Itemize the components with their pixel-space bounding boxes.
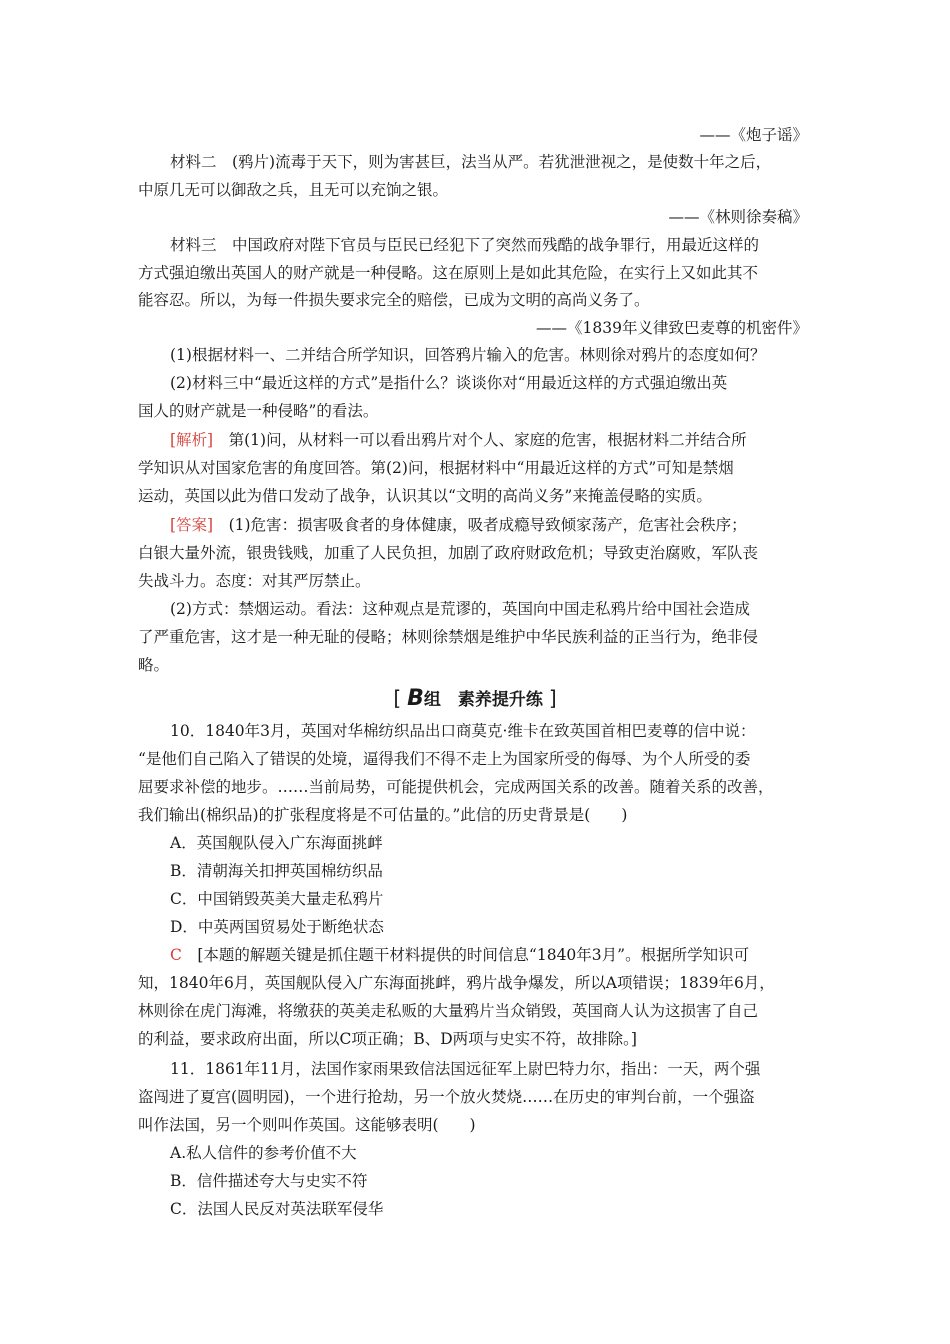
line-text: 学知识从对国家危害的角度回答。第(2)问，根据材料中“用最近这样的方式”可知是禁烟 xyxy=(138,459,734,477)
label-tag: [答案] xyxy=(170,516,214,534)
line-text: 白银大量外流，银贵钱贱，加重了人民负担，加剧了政府财政危机；导致吏治腐败，军队丧 xyxy=(138,544,759,562)
line-text: 我们输出(棉织品)的扩张程度将是不可估量的。”此信的历史背景是( ) xyxy=(138,806,628,824)
text-line xyxy=(170,917,860,937)
line-text: B．信件描述夸大与史实不符 xyxy=(170,1172,368,1190)
line-text: 知，1840年6月，英国舰队侵入广东海面挑衅，鸦片战争爆发，所以A项错误；1839年6月， xyxy=(138,974,775,992)
text-line xyxy=(170,721,860,741)
text-line xyxy=(138,749,828,769)
line-text: 运动，英国以此为借口发动了战争，认识其以“文明的高尚义务”来掩盖侵略的实质。 xyxy=(138,487,712,505)
line-text: (2)方式：禁烟运动。看法：这种观点是荒谬的，英国向中国走私鸦片给中国社会造成 xyxy=(170,600,750,618)
line-text: ——《炮子谣》 xyxy=(699,126,808,144)
line-text: 屈要求补偿的地步。……当前局势，可能提供机会，完成两国关系的改善。随着关系的改善， xyxy=(138,778,774,796)
line-text: 失战斗力。态度：对其严厉禁止。 xyxy=(138,572,371,590)
line-text: 的利益，要求政府出面，所以C项正确；B、D两项与史实不符，故排除。] xyxy=(138,1030,637,1048)
text-line xyxy=(668,207,808,227)
line-text: 11．1861年11月，法国作家雨果致信法国远征军上尉巴特力尔，指出：一天，两个强 xyxy=(170,1060,761,1078)
text-line xyxy=(170,1171,860,1191)
line-text: 能容忍。所以，为每一件损失要求完全的赔偿，已成为文明的高尚义务了。 xyxy=(138,291,650,309)
line-text: 第(1)问，从材料一可以看出鸦片对个人、家庭的危害，根据材料二并结合所 xyxy=(213,431,747,449)
text-line xyxy=(699,125,808,145)
line-text: 中原几无可以御敌之兵，且无可以充饷之银。 xyxy=(138,181,449,199)
text-line xyxy=(138,1029,828,1049)
text-line xyxy=(170,1143,860,1163)
text-line xyxy=(138,290,828,310)
text-line xyxy=(170,1059,860,1079)
text-line xyxy=(138,543,828,563)
line-text: 材料三 中国政府对陛下官员与臣民已经犯下了突然而残酷的战争罪行，用最近这样的 xyxy=(170,236,760,254)
text-line xyxy=(138,973,828,993)
line-text: 方式强迫缴出英国人的财产就是一种侵略。这在原则上是如此其危险，在实行上又如此其不 xyxy=(138,264,759,282)
text-line xyxy=(138,458,828,478)
line-text: (2)材料三中“最近这样的方式”是指什么？谈谈你对“用最近这样的方式强迫缴出英 xyxy=(170,374,728,392)
section-bracket-close: ] xyxy=(548,686,557,710)
text-line xyxy=(170,945,860,965)
answer-letter: C xyxy=(170,946,182,964)
text-line xyxy=(138,401,828,421)
line-text: 略。 xyxy=(138,656,170,674)
line-text: 国人的财产就是一种侵略”的看法。 xyxy=(138,402,379,420)
text-line xyxy=(170,1199,860,1219)
text-line xyxy=(138,571,828,591)
text-line xyxy=(138,263,828,283)
text-line xyxy=(138,777,828,797)
section-bracket-open: [ xyxy=(393,686,402,710)
text-line xyxy=(536,318,808,338)
line-text: 林则徐在虎门海滩，将缴获的英美走私贩的大量鸦片当众销毁，英国商人认为这损害了自己 xyxy=(138,1002,759,1020)
text-line xyxy=(138,805,828,825)
text-line xyxy=(170,599,860,619)
line-text: 材料二 (鸦片)流毒于天下，则为害甚巨，法当从严。若犹泄泄视之，是使数十年之后， xyxy=(170,153,772,171)
text-line xyxy=(170,152,860,172)
line-text: “是他们自己陷入了错误的处境，逼得我们不得不走上为国家所受的侮辱、为个人所受的委 xyxy=(138,750,751,768)
line-text: ——《1839年义律致巴麦尊的机密件》 xyxy=(536,319,808,337)
line-text: 10．1840年3月，英国对华棉纺织品出口商莫克·维卡在致英国首相巴麦尊的信中说： xyxy=(170,722,756,740)
text-line xyxy=(138,627,828,647)
line-text: 叫作法国，另一个则叫作英国。这能够表明( ) xyxy=(138,1116,476,1134)
text-line xyxy=(170,430,860,450)
text-line xyxy=(170,235,860,255)
line-text: C．中国销毁英美大量走私鸦片 xyxy=(170,890,384,908)
text-line xyxy=(170,373,860,393)
line-text: ——《林则徐奏稿》 xyxy=(668,208,808,226)
text-line xyxy=(138,1115,828,1135)
line-text: [本题的解题关键是抓住题干材料提供的时间信息“1840年3月”。根据所学知识可 xyxy=(181,946,750,964)
line-text: C．法国人民反对英法联军侵华 xyxy=(170,1200,384,1218)
label-tag: [解析] xyxy=(170,431,214,449)
section-letter: B xyxy=(407,686,424,711)
text-line xyxy=(138,1087,828,1107)
text-line xyxy=(138,486,828,506)
text-line xyxy=(170,861,860,881)
text-line xyxy=(138,180,828,200)
text-line xyxy=(170,889,860,909)
line-text: D．中英两国贸易处于断绝状态 xyxy=(170,918,384,936)
text-line xyxy=(138,655,828,675)
text-line xyxy=(138,1001,828,1021)
line-text: 了严重危害，这才是一种无耻的侵略；林则徐禁烟是维护中华民族利益的正当行为，绝非侵 xyxy=(138,628,759,646)
text-line xyxy=(170,345,860,365)
line-text: (1)根据材料一、二并结合所学知识，回答鸦片输入的危害。林则徐对鸦片的态度如何？ xyxy=(170,346,766,364)
text-line xyxy=(170,833,860,853)
line-text: (1)危害：损害吸食者的身体健康，吸者成瘾导致倾家荡产，危害社会秩序； xyxy=(213,516,747,534)
section-label: 组 素养提升练 xyxy=(423,690,543,710)
text-line xyxy=(170,515,860,535)
line-text: 盗闯进了夏宫(圆明园)，一个进行抢劫，另一个放火焚烧……在历史的审判台前，一个强盗 xyxy=(138,1088,755,1106)
line-text: A．英国舰队侵入广东海面挑衅 xyxy=(170,834,383,852)
section-header xyxy=(0,686,950,712)
line-text: A.私人信件的参考价值不大 xyxy=(170,1144,357,1162)
line-text: B．清朝海关扣押英国棉纺织品 xyxy=(170,862,383,880)
